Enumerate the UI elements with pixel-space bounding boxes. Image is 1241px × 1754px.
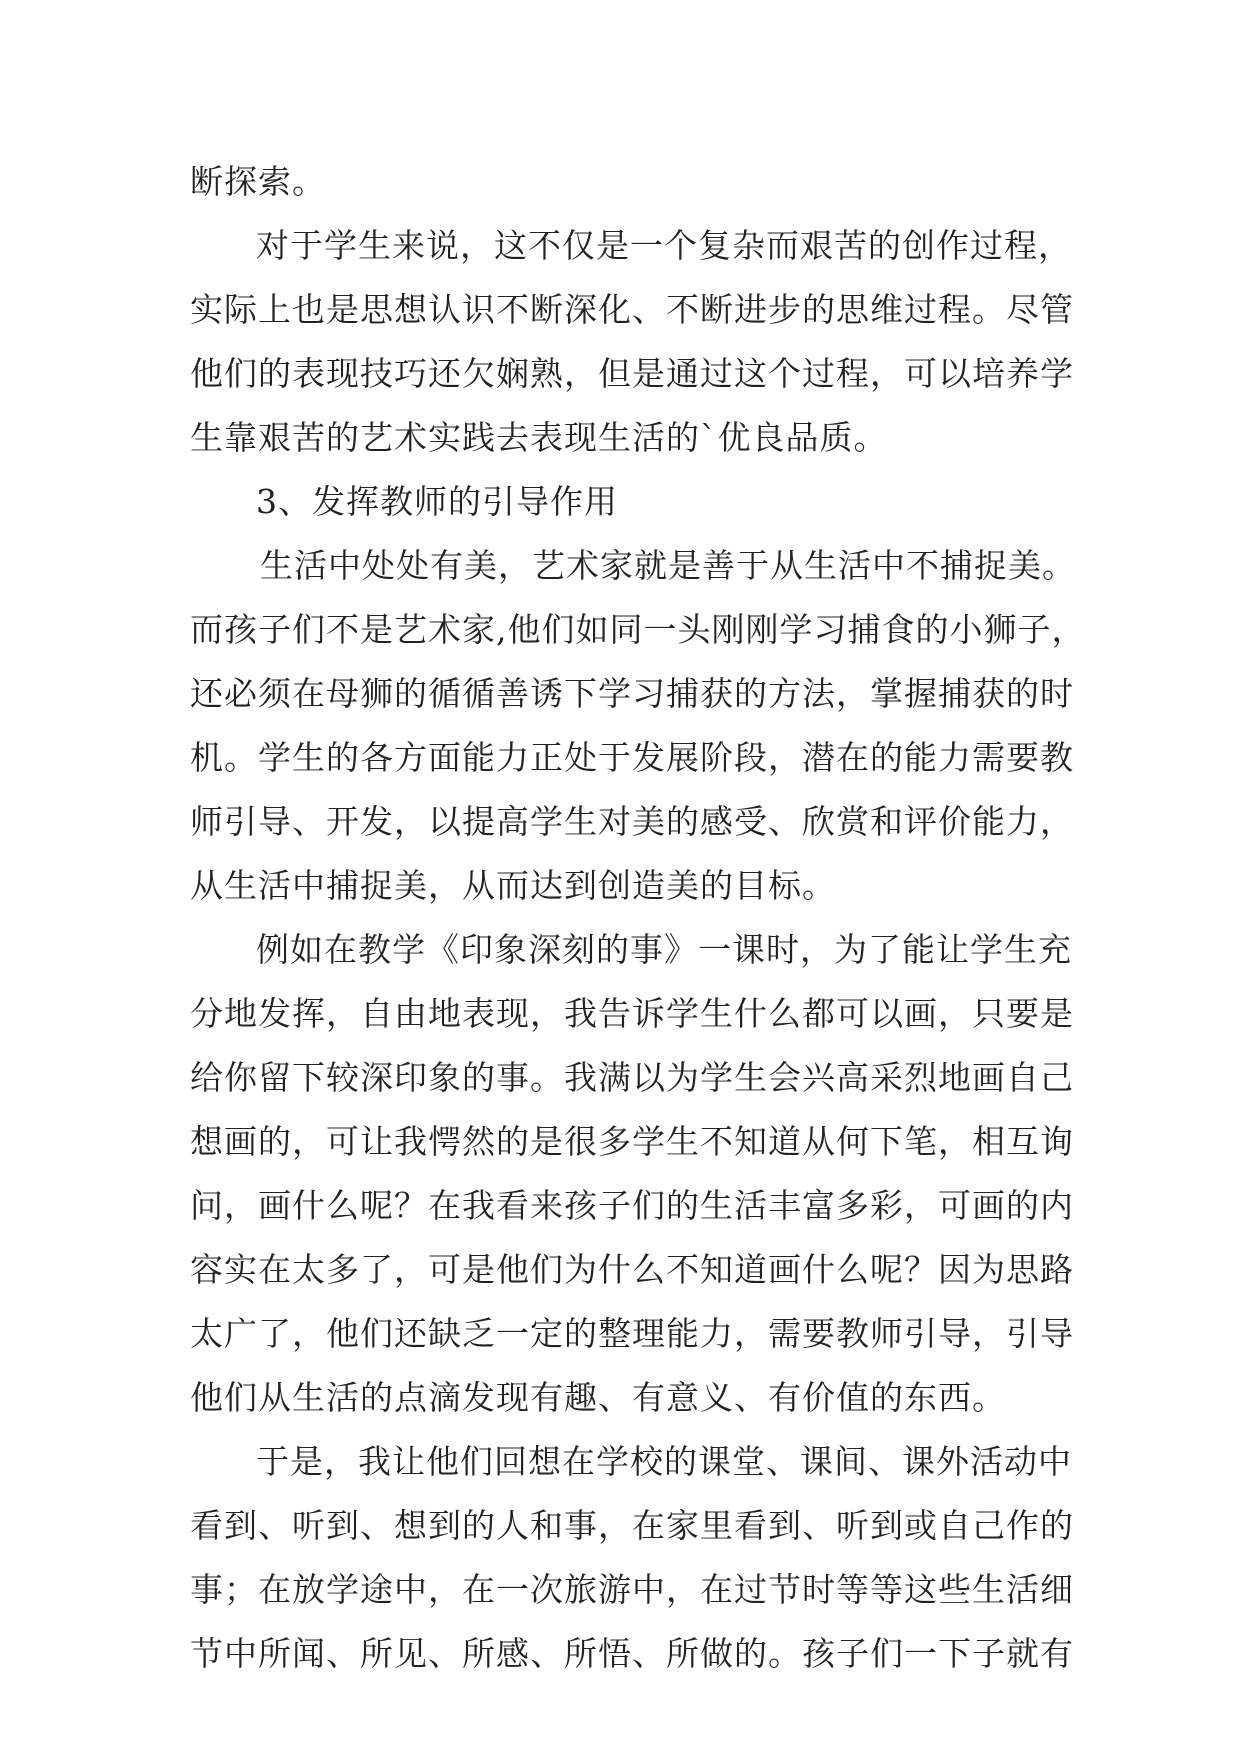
text-line: 给你留下较深印象的事。我满以为学生会兴高采烈地画自己 <box>190 1058 1074 1097</box>
text-line: 想画的，可让我愕然的是很多学生不知道从何下笔，相互询 <box>190 1122 1074 1161</box>
text-line: 而孩子们不是艺术家,他们如同一头刚刚学习捕食的小狮子， <box>190 610 1086 649</box>
text-line: 分地发挥，自由地表现，我告诉学生什么都可以画，只要是 <box>190 994 1074 1033</box>
text-line: 看到、听到、想到的人和事，在家里看到、听到或自己作的 <box>190 1506 1074 1545</box>
text-line: 师引导、开发，以提高学生对美的感受、欣赏和评价能力， <box>190 802 1074 841</box>
paragraph-start-line: 对于学生来说，这不仅是一个复杂而艰苦的创作过程， <box>256 226 1072 265</box>
text-line: 他们从生活的点滴发现有趣、有意义、有价值的东西。 <box>190 1378 1006 1417</box>
text-line: 问，画什么呢？在我看来孩子们的生活丰富多彩，可画的内 <box>190 1186 1074 1225</box>
text-line: 从生活中捕捉美，从而达到创造美的目标。 <box>190 866 836 905</box>
text-line: 还必须在母狮的循循善诱下学习捕获的方法，掌握捕获的时 <box>190 674 1074 713</box>
text-line: 节中所闻、所见、所感、所悟、所做的。孩子们一下子就有 <box>190 1634 1074 1673</box>
paragraph-start-line: 于是，我让他们回想在学校的课堂、课间、课外活动中 <box>256 1442 1072 1481</box>
text-line: 生靠艰苦的艺术实践去表现生活的`优良品质。 <box>190 418 888 457</box>
text-line: 机。学生的各方面能力正处于发展阶段，潜在的能力需要教 <box>190 738 1074 777</box>
body-text <box>190 150 1086 1686</box>
text-line: 容实在太多了，可是他们为什么不知道画什么呢？因为思路 <box>190 1250 1074 1289</box>
text-line: 断探索。 <box>190 162 326 201</box>
text-line: 太广了，他们还缺乏一定的整理能力，需要教师引导，引导 <box>190 1314 1074 1353</box>
paragraph-start-line: 例如在教学《印象深刻的事》一课时，为了能让学生充 <box>256 930 1072 969</box>
text-line: 实际上也是思想认识不断深化、不断进步的思维过程。尽管 <box>190 290 1074 329</box>
text-line: 事；在放学途中，在一次旅游中，在过节时等等这些生活细 <box>190 1570 1074 1609</box>
text-line: 他们的表现技巧还欠娴熟，但是通过这个过程，可以培养学 <box>190 354 1074 393</box>
section-heading: 3、发挥教师的引导作用 <box>256 482 618 521</box>
paragraph-start-line: 生活中处处有美，艺术家就是善于从生活中不捕捉美。 <box>260 546 1076 585</box>
